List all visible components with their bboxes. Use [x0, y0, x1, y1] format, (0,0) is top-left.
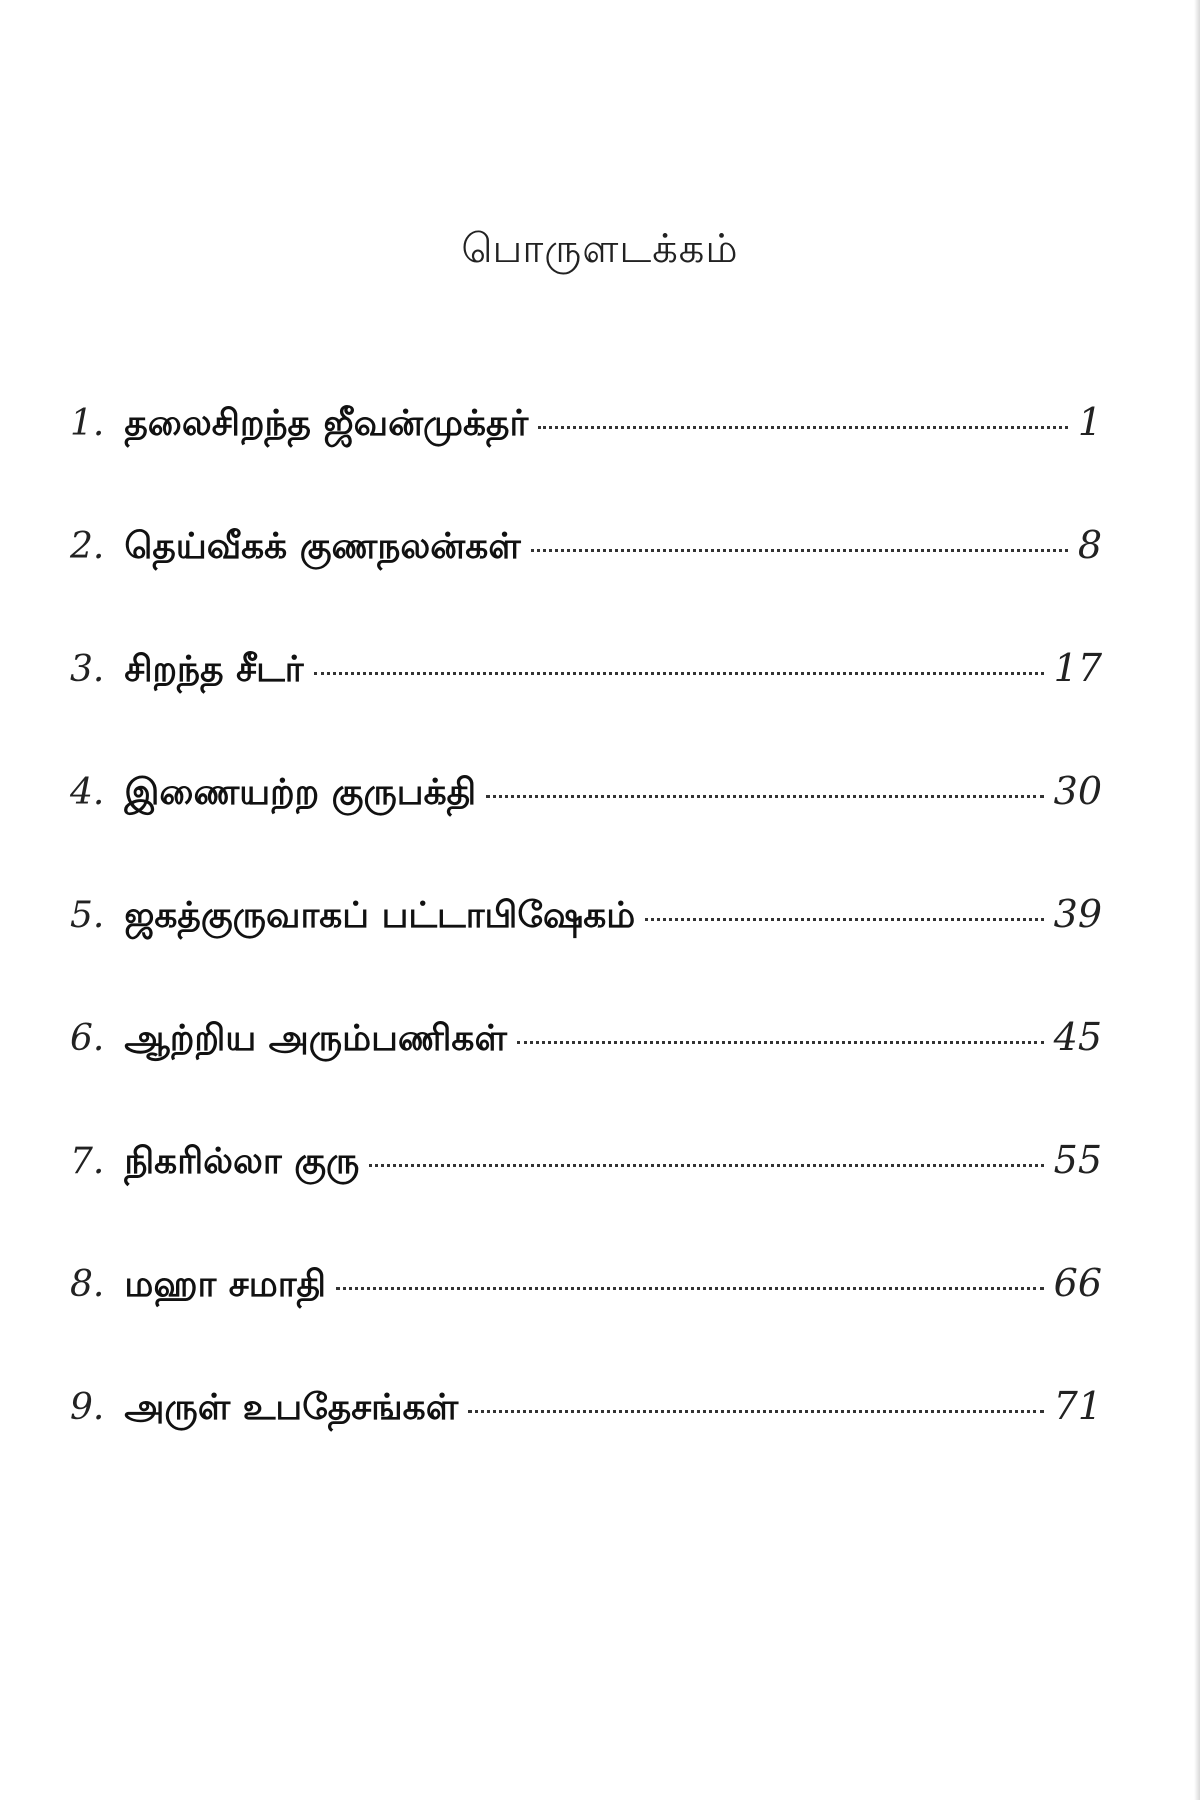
toc-entry-page: 71 — [1053, 1384, 1102, 1428]
toc-dot-leader — [468, 1410, 1043, 1413]
toc-entry — [70, 400, 1102, 523]
toc-entry — [70, 769, 1102, 892]
toc-entry — [70, 1384, 1102, 1507]
toc-entry-number: 3. — [70, 649, 105, 690]
toc-dot-leader — [486, 795, 1044, 798]
toc-entry-page: 1 — [1077, 400, 1102, 444]
toc-entry-number: 2. — [70, 526, 105, 567]
toc-dot-leader — [531, 549, 1068, 552]
toc-entry-page: 66 — [1053, 1261, 1102, 1305]
toc-entry-title: இணையற்ற குருபக்தி — [124, 772, 477, 813]
toc-entry-page: 8 — [1077, 523, 1102, 567]
toc-entry-number: 6. — [70, 1018, 105, 1059]
toc-entry-page: 17 — [1053, 646, 1102, 690]
toc-dot-leader — [369, 1164, 1043, 1167]
toc-entry-number: 7. — [70, 1141, 105, 1182]
toc-dot-leader — [517, 1041, 1044, 1044]
toc-dot-leader — [314, 672, 1044, 675]
toc-entry-title: மஹா சமாதி — [124, 1264, 326, 1305]
toc-dot-leader — [336, 1287, 1044, 1290]
toc-entry-number: 9. — [70, 1387, 105, 1428]
toc-entry-title: ஜகத்குருவாகப் பட்டாபிஷேகம் — [124, 895, 636, 936]
toc-entry-page: 30 — [1053, 769, 1102, 813]
toc-entry-number: 1. — [70, 403, 105, 444]
table-of-contents — [70, 400, 1102, 1507]
page-edge-shadow — [1194, 0, 1200, 1800]
toc-entry-page: 55 — [1053, 1138, 1102, 1182]
toc-entry — [70, 1261, 1102, 1384]
toc-entry-page: 39 — [1053, 892, 1102, 936]
toc-entry-title: அருள் உபதேசங்கள் — [124, 1387, 459, 1428]
toc-entry-title: நிகரில்லா குரு — [124, 1141, 360, 1182]
toc-entry-number: 5. — [70, 895, 105, 936]
toc-dot-leader — [538, 426, 1068, 429]
toc-entry — [70, 1138, 1102, 1261]
toc-dot-leader — [645, 918, 1043, 921]
toc-entry — [70, 646, 1102, 769]
page-title: பொருளடக்கம் — [461, 226, 739, 272]
toc-entry — [70, 892, 1102, 1015]
toc-entry — [70, 1015, 1102, 1138]
toc-entry-title: சிறந்த சீடர் — [124, 649, 304, 690]
toc-entry-title: தெய்வீகக் குணநலன்கள் — [124, 526, 521, 567]
toc-entry-number: 4. — [70, 772, 105, 813]
toc-entry — [70, 523, 1102, 646]
toc-entry-number: 8. — [70, 1264, 105, 1305]
toc-entry-page: 45 — [1053, 1015, 1102, 1059]
toc-entry-title: ஆற்றிய அரும்பணிகள் — [124, 1018, 507, 1059]
toc-entry-title: தலைசிறந்த ஜீவன்முக்தர் — [124, 403, 529, 444]
